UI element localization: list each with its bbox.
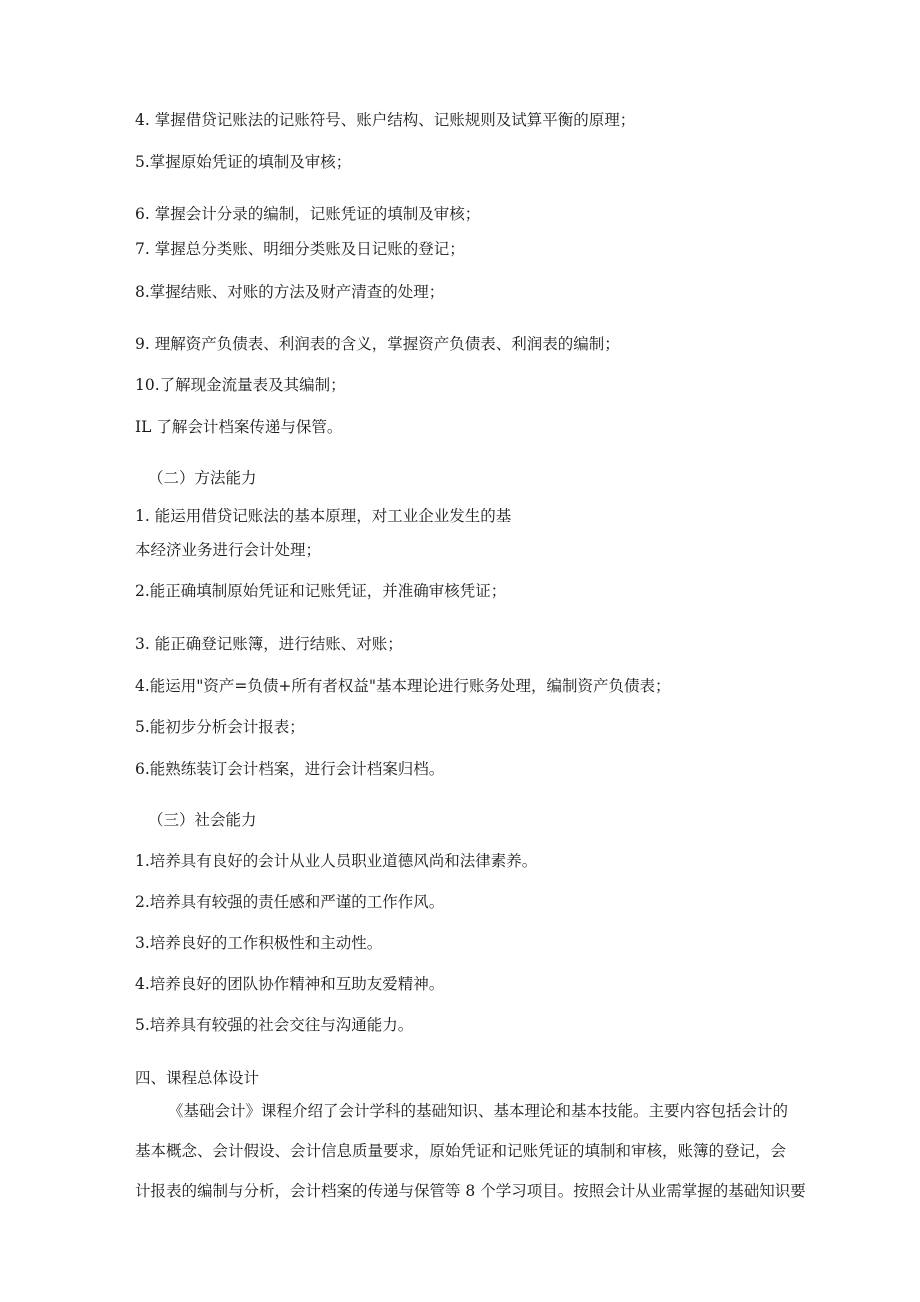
design-section-heading: 四、课程总体设计 (135, 1069, 260, 1087)
knowledge-item-7: 7. 掌握总分类账、明细分类账及日记账的登记； (135, 240, 465, 258)
knowledge-item-11: IL 了解会计档案传递与保管。 (135, 418, 343, 436)
social-item-5: 5.培养具有较强的社会交往与沟通能力。 (135, 1016, 414, 1034)
method-item-1-continued: 本经济业务进行会计处理； (135, 541, 322, 559)
method-item-3: 3. 能正确登记账簿，进行结账、对账； (135, 635, 403, 653)
knowledge-item-9: 9. 理解资产负债表、利润表的含义，掌握资产负债表、利润表的编制； (135, 335, 620, 353)
knowledge-item-4: 4. 掌握借贷记账法的记账符号、账户结构、记账规则及试算平衡的原理； (135, 111, 636, 129)
method-item-4: 4.能运用"资产=负债+所有者权益"基本理论进行账务处理，编制资产负债表； (135, 677, 671, 695)
social-section-heading: （三）社会能力 (148, 811, 257, 829)
method-section-heading: （二）方法能力 (148, 469, 257, 487)
social-item-4: 4.培养良好的团队协作精神和互助友爱精神。 (135, 975, 445, 993)
social-item-3: 3.培养良好的工作积极性和主动性。 (135, 934, 383, 952)
design-paragraph-line-2: 基本概念、会计假设、会计信息质量要求，原始凭证和记账凭证的填制和审核，账簿的登记，会 (135, 1142, 787, 1160)
knowledge-item-10: 10.了解现金流量表及其编制； (135, 376, 346, 394)
design-paragraph-line-1: 《基础会计》课程介绍了会计学科的基础知识、基本理论和基本技能。主要内容包括会计的 (168, 1102, 789, 1120)
knowledge-item-5: 5.掌握原始凭证的填制及审核； (135, 153, 352, 171)
method-item-6: 6.能熟练装订会计档案，进行会计档案归档。 (135, 760, 445, 778)
knowledge-item-8: 8.掌握结账、对账的方法及财产清查的处理； (135, 283, 445, 301)
method-item-1: 1. 能运用借贷记账法的基本原理，对工业企业发生的基 (135, 507, 512, 525)
method-item-2: 2.能正确填制原始凭证和记账凭证，并准确审核凭证； (135, 582, 507, 600)
design-paragraph (135, 1091, 825, 1211)
social-item-2: 2.培养具有较强的责任感和严谨的工作作风。 (135, 893, 445, 911)
design-paragraph-line-3: 计报表的编制与分析，会计档案的传递与保管等 8 个学习项目。按照会计从业需掌握的基础知识要 (135, 1182, 806, 1200)
social-item-1: 1.培养具有良好的会计从业人员职业道德风尚和法律素养。 (135, 852, 538, 870)
knowledge-item-6: 6. 掌握会计分录的编制，记账凭证的填制及审核； (135, 205, 481, 223)
method-item-5: 5.能初步分析会计报表； (135, 718, 305, 736)
